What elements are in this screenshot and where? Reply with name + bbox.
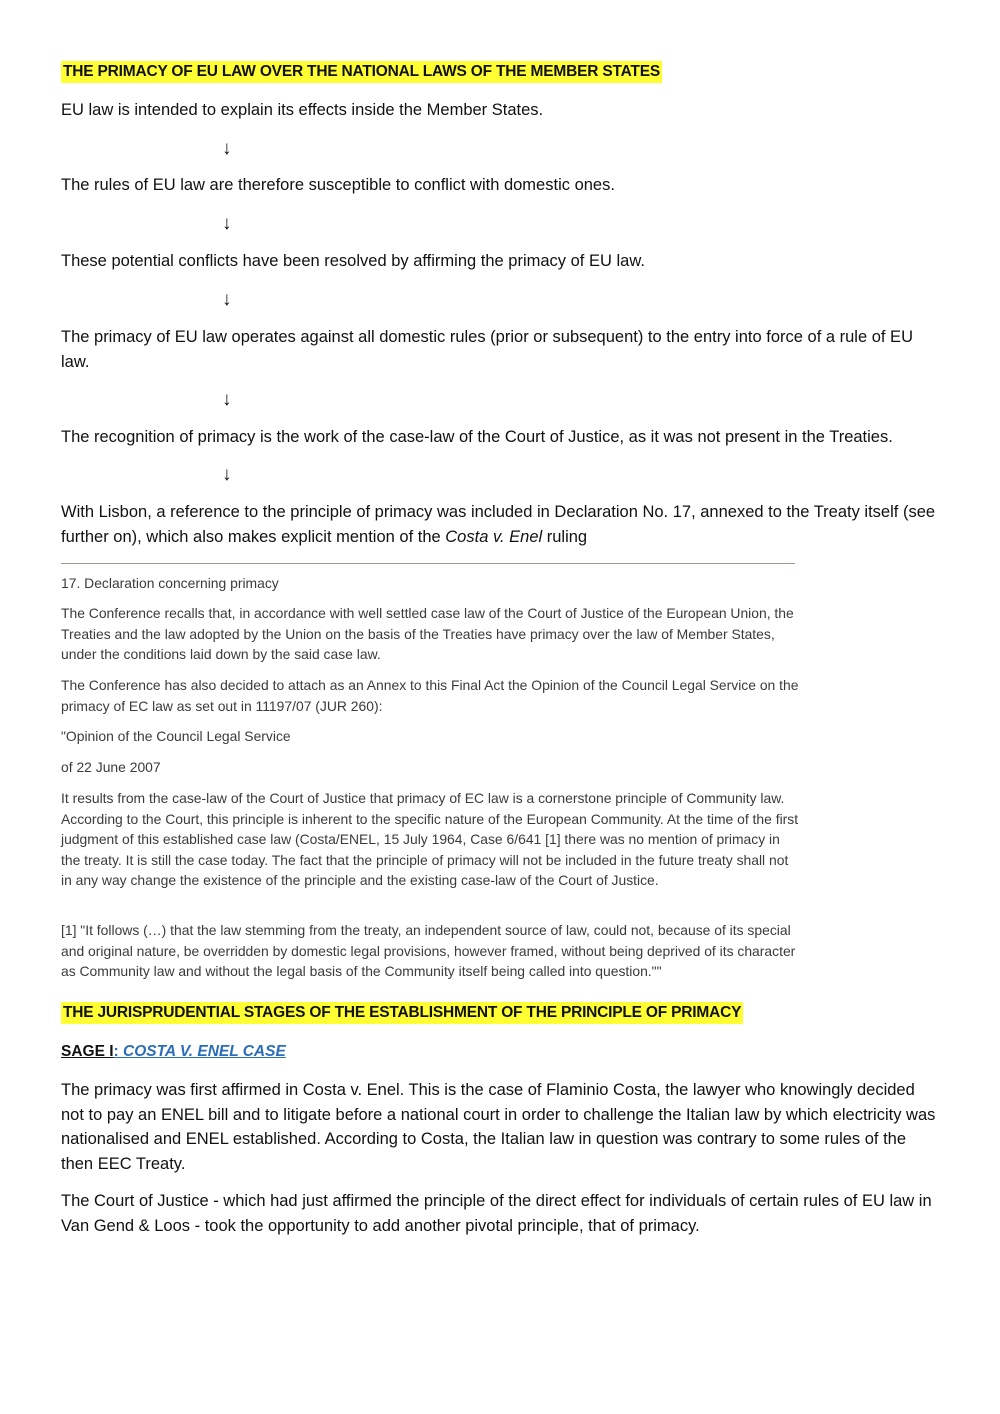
stage-1-colon: : xyxy=(113,1043,124,1060)
declaration-paragraph-2: The Conference has also decided to attach as an Annex to this Final Act the Opinion of the Council Legal Service on the primacy of EC law as set out in 11197/07 (JUR 260): xyxy=(61,677,799,714)
heading-jurisprudential-stages-text: THE JURISPRUDENTIAL STAGES OF THE ESTABLISHMENT OF THE PRINCIPLE OF PRIMACY xyxy=(61,1002,743,1024)
opinion-date: of 22 June 2007 xyxy=(61,759,161,775)
opinion-paragraph: It results from the case-law of the Court of Justice that primacy of EC law is a cornerstone principle of Community law. According to the Court, this principle is inherent to the specific nature of the European Community. At the time of the first judgment of this established case law (Costa/ENEL, 15 July 1964, Case 6/641 [1] there was no mention of primacy in the treaty. It is still the case today. The fact that the principle of primacy will not be included in the future treaty shall not in any way change the existence of the principle and the existing case-law of the Court of Justice. xyxy=(61,790,799,888)
down-arrow-icon: ↓ xyxy=(222,289,232,310)
down-arrow-icon: ↓ xyxy=(222,389,232,410)
costa-enel-case-link[interactable]: COSTA V. ENEL CASE xyxy=(123,1043,286,1060)
flow-step-3: These potential conflicts have been resolved by affirming the primacy of EU law. xyxy=(61,252,645,270)
heading-jurisprudential-stages xyxy=(61,1002,743,1024)
heading-primacy xyxy=(61,61,662,83)
opinion-footnote: [1] "It follows (…) that the law stemming from the treaty, an independent source of law, could not, because of its special and original nature, be overridden by domestic legal provisions, however framed, without being deprived of its character as Community law and without the legal basis of the Community itself being called into question."" xyxy=(61,922,796,979)
heading-primacy-text: THE PRIMACY OF EU LAW OVER THE NATIONAL LAWS OF THE MEMBER STATES xyxy=(61,61,662,83)
down-arrow-icon: ↓ xyxy=(222,213,232,234)
down-arrow-icon: ↓ xyxy=(222,138,232,159)
flow-step-6 xyxy=(61,500,941,549)
stage-1-label: SAGE I xyxy=(61,1043,114,1060)
declaration-divider xyxy=(61,563,795,564)
body-paragraph-2: The Court of Justice - which had just affirmed the principle of the direct effect for individuals of certain rules of EU law in Van Gend & Loos - took the opportunity to add another pivotal principle, that of primacy. xyxy=(61,1192,932,1235)
costa-enel-italic: Costa v. Enel xyxy=(445,527,543,546)
declaration-title: 17. Declaration concerning primacy xyxy=(61,575,279,591)
flow-step-5: The recognition of primacy is the work of the case-law of the Court of Justice, as it was not present in the Treaties. xyxy=(61,428,893,446)
flow-step-6-end: ruling xyxy=(542,527,588,546)
flow-step-4: The primacy of EU law operates against all domestic rules (prior or subsequent) to the entry into force of a rule of EU law. xyxy=(61,328,913,371)
flow-step-2: The rules of EU law are therefore susceptible to conflict with domestic ones. xyxy=(61,176,615,194)
opinion-title: "Opinion of the Council Legal Service xyxy=(61,728,291,744)
declaration-paragraph-1: The Conference recalls that, in accordance with well settled case law of the Court of Justice of the European Union, the Treaties and the law adopted by the Union on the basis of the Treaties have primacy over the law of Member States, under the conditions laid down by the said case law. xyxy=(61,605,794,662)
body-paragraph-1: The primacy was first affirmed in Costa v. Enel. This is the case of Flaminio Costa, the lawyer who knowingly decided not to pay an ENEL bill and to litigate before a national court in order to challenge the Italian law by which electricity was nationalised and ENEL established. According to Costa, the Italian law in question was contrary to some rules of the then EEC Treaty. xyxy=(61,1081,936,1173)
flow-step-1: EU law is intended to explain its effects inside the Member States. xyxy=(61,101,544,119)
down-arrow-icon: ↓ xyxy=(222,464,232,485)
flow-step-6-text: With Lisbon, a reference to the principle of primacy was included in Declaration No. 17, annexed to the Treaty itself (see further on), which also makes explicit mention of the xyxy=(61,503,936,546)
stage-1-heading xyxy=(61,1041,286,1063)
